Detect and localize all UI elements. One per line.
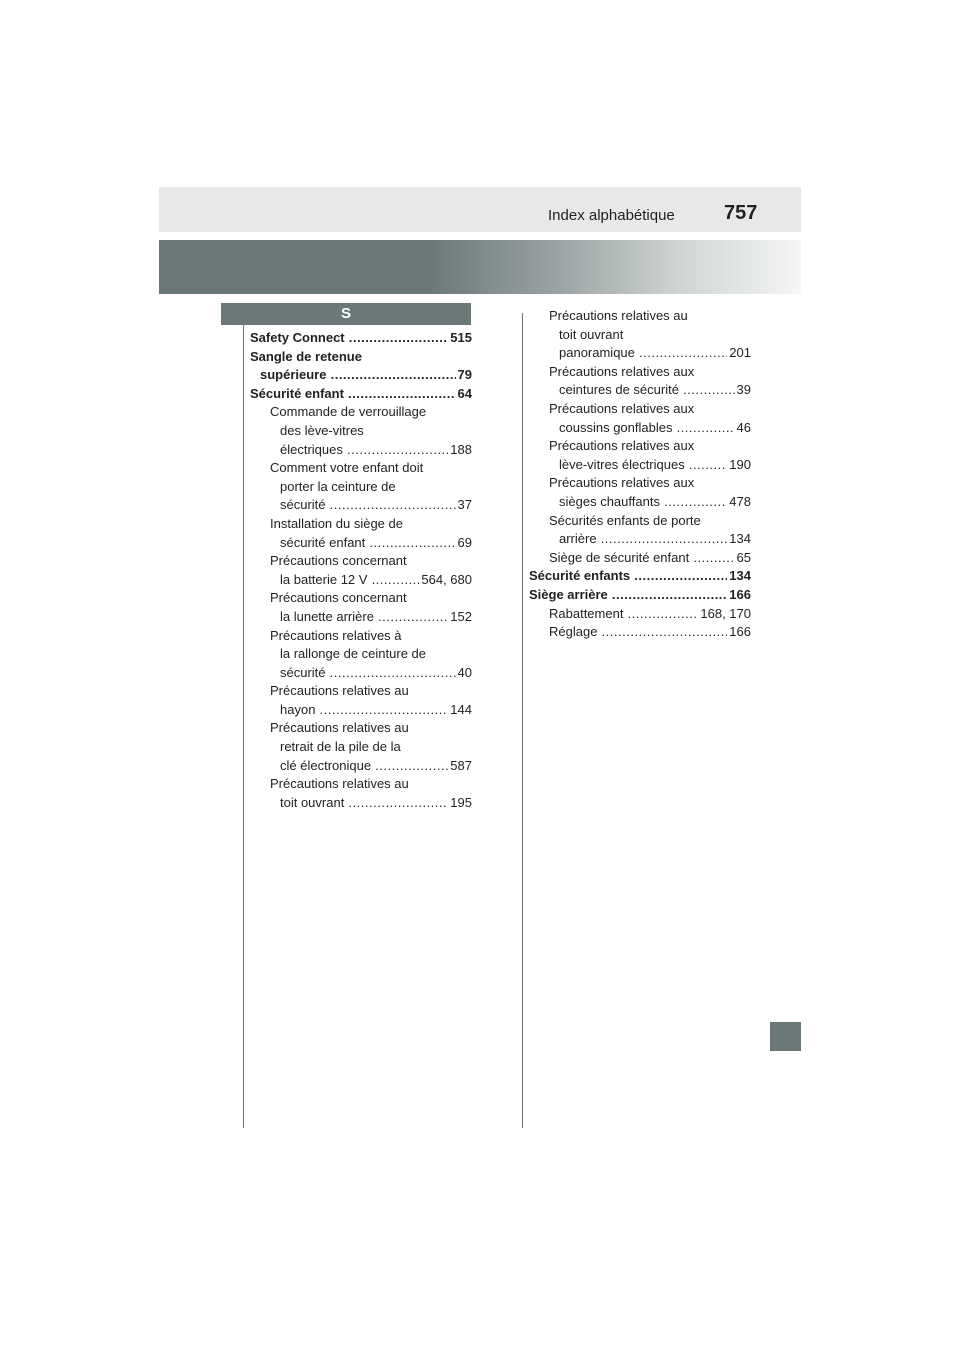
index-entry-label: la lunette arrière ..... [280,608,448,627]
index-entry [529,474,751,511]
index-entry [250,719,472,775]
index-entry-label: hayon ..... [280,701,448,720]
index-entry-label: sécurité ..... [280,496,456,515]
index-entry-page: 64 [457,385,472,401]
index-entry-label: sécurité enfant ..... [280,534,456,553]
index-entry [250,589,472,626]
index-entry-leader-line [250,534,472,553]
index-entry-text-line: Précautions relatives aux [549,438,695,454]
index-entry-label: Siège arrière ..... [529,586,727,605]
index-entry-label: supérieure ..... [260,366,456,385]
index-entry-label: Réglage ..... [549,623,727,642]
index-entry-leader-line [250,701,472,720]
index-entry [250,775,472,812]
index-entry-label: panoramique ..... [559,344,727,363]
index-entry [529,363,751,400]
index-entry-text-line: porter la ceinture de [280,478,396,494]
index-entry-leader-line [250,329,472,348]
section-letter-tab: S [221,303,471,325]
page-number: 757 [724,202,758,224]
index-entry-text-line: Précautions relatives au [270,720,409,736]
index-entry-page: 190 [729,456,751,472]
index-entry [529,605,751,624]
index-entry-text-line: Précautions concernant [270,590,407,606]
index-entry-leader-line [250,366,472,385]
index-entry [250,459,472,515]
index-entry-leader-line [250,794,472,813]
header-band [159,187,801,232]
index-entry-text-line: Précautions relatives aux [549,475,695,491]
index-entry [250,552,472,589]
index-entry-leader-line [529,381,751,400]
index-entry-page: 478 [729,493,751,509]
index-entry-label: coussins gonflables ..... [559,419,735,438]
index-entry-label: Sécurité enfant ..... [250,385,456,404]
index-entry-label: Rabattement ..... [549,605,698,624]
index-entry-leader-line [250,441,472,460]
index-entry-leader-line [529,567,751,586]
index-entry-label: ceintures de sécurité ..... [559,381,735,400]
index-entry-page: 134 [729,531,751,547]
index-entry-page: 152 [450,608,472,624]
column-divider-middle [522,313,523,1128]
index-entry-text-line: Sécurités enfants de porte [549,512,701,528]
index-entry-page: 46 [736,419,751,435]
index-entry-leader-line [250,757,472,776]
index-entry [250,403,472,459]
index-entry-leader-line [250,608,472,627]
index-entry-page: 168, 170 [700,605,751,621]
index-entry [529,307,751,363]
index-entry [529,437,751,474]
index-entry-page: 134 [729,568,751,584]
index-entry-leader-line [529,419,751,438]
index-entry-leader-line [529,605,751,624]
index-entry-page: 188 [450,441,472,457]
index-entry-text-line: Précautions relatives à [270,627,402,643]
index-entry [529,512,751,549]
index-entry-page: 195 [450,794,472,810]
index-entry-text-line: Précautions relatives aux [549,363,695,379]
index-entry-text-line: Précautions relatives au [270,683,409,699]
index-entry [250,627,472,683]
index-entry [250,348,472,385]
index-entry-text-line: Comment votre enfant doit [270,460,424,476]
index-entry-page: 587 [450,757,472,773]
index-column-2 [529,307,751,642]
index-entry-label: électriques ..... [280,441,448,460]
index-entry [250,329,472,348]
decorative-gradient-bar [159,240,801,294]
index-entry-page: 65 [736,549,751,565]
index-entry-page: 79 [457,367,472,383]
index-entry-page: 69 [457,534,472,550]
index-entry-leader-line [529,623,751,642]
index-entry-label: lève-vitres électriques ..... [559,456,727,475]
index-entry-leader-line [529,493,751,512]
index-entry [529,549,751,568]
index-entry [250,682,472,719]
index-entry-leader-line [529,456,751,475]
index-entry-leader-line [529,549,751,568]
index-entry-leader-line [250,496,472,515]
index-entry [529,586,751,605]
index-entry-text-line: Précautions relatives au [270,776,409,792]
index-entry-label: arrière ..... [559,530,727,549]
index-entry-label: Sécurité enfants ..... [529,567,727,586]
index-entry-leader-line [250,571,472,590]
index-entry-text-line: Installation du siège de [270,515,403,531]
index-entry [529,400,751,437]
index-entry-page: 40 [457,664,472,680]
index-entry-leader-line [529,586,751,605]
index-entry [529,623,751,642]
index-entry-page: 166 [729,586,751,602]
index-entry-text-line: toit ouvrant [559,326,624,342]
index-entry-label: la batterie 12 V ..... [280,571,419,590]
index-entry-page: 166 [729,624,751,640]
chapter-thumb-tab [770,1022,801,1051]
index-entry-text-line: retrait de la pile de la [280,739,401,755]
index-entry-leader-line [529,344,751,363]
index-entry-text-line: Précautions relatives au [549,308,688,323]
index-entry-label: Siège de sécurité enfant ..... [549,549,735,568]
header-title: Index alphabétique [548,207,675,224]
index-entry [250,385,472,404]
index-column-1 [250,329,472,812]
index-entry-text-line: Sangle de retenue [250,348,362,364]
index-entry-label: sécurité ..... [280,664,456,683]
index-entry-text-line: la rallonge de ceinture de [280,646,426,662]
index-entry-page: 39 [736,382,751,398]
column-divider-left [243,325,244,1128]
index-entry-page: 515 [450,330,472,345]
index-entry-text-line: des lève-vitres [280,422,364,438]
index-entry-leader-line [529,530,751,549]
index-entry-text-line: Précautions relatives aux [549,400,695,416]
index-entry-page: 37 [457,497,472,513]
index-entry-leader-line [250,664,472,683]
index-entry-text-line: Précautions concernant [270,553,407,569]
index-entry-text-line: Commande de verrouillage [270,404,427,420]
index-entry-leader-line [250,385,472,404]
index-entry-page: 144 [450,701,472,717]
index-entry-label: clé électronique ..... [280,757,448,776]
index-entry [529,567,751,586]
index-entry-label: toit ouvrant ..... [280,794,448,813]
index-entry-label: Safety Connect ..... [250,329,448,348]
index-entry-page: 201 [729,345,751,361]
index-entry [250,515,472,552]
index-entry-label: sièges chauffants ..... [559,493,727,512]
index-entry-page: 564, 680 [421,571,472,587]
